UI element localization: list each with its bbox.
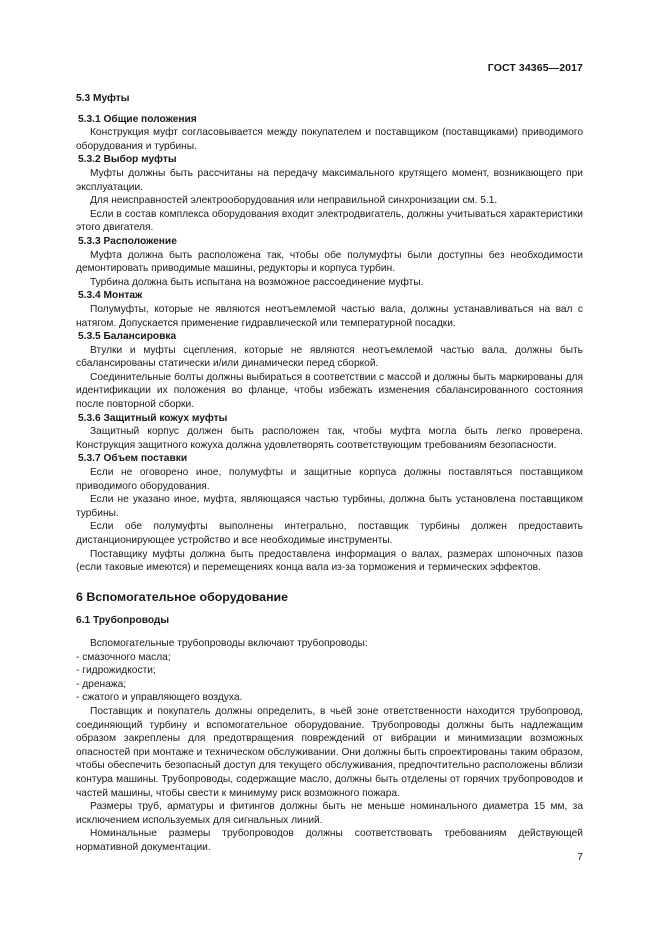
paragraph: Муфта должна быть расположена так, чтобы обе полумуфты были доступны без необходимости демонтировать приводимые машины, редукторы и корпуса турбин. xyxy=(76,249,583,275)
section-heading-5-3-6: 5.3.6 Защитный кожух муфты xyxy=(78,412,228,424)
section-heading-5-3-2: 5.3.2 Выбор муфты xyxy=(78,154,177,166)
paragraph: Для неисправностей электрооборудования или неправильной синхронизации см. 5.1. xyxy=(90,195,498,207)
paragraph: Соединительные болты должны выбираться в соответствии с массой и должны быть маркированы для идентификации их положения во фланце, чтобы избежать изменения сбалансированного состояния после повторной сборки. xyxy=(76,371,583,411)
section-heading-6: 6 Вспомогательное оборудование xyxy=(76,589,289,604)
paragraph: Если в состав комплекса оборудования входит электродвигатель, должны учитываться характеристики этого двигателя. xyxy=(76,208,583,234)
list-item: - сжатого и управляющего воздуха. xyxy=(76,692,243,704)
paragraph: Размеры труб, арматуры и фитингов должны быть не меньше номинального диаметра 15 мм, за исключением используемых для сигнальных линий. xyxy=(76,801,583,826)
list-item: - смазочного масла; xyxy=(76,651,171,663)
paragraph: Если не оговорено иное, полумуфты и защитные корпуса должны поставляться поставщиком приводимого оборудования. xyxy=(76,467,583,492)
paragraph: Полумуфты, которые не являются неотъемлемой частью вала, должны устанавливаться на вал с натягом. Допускается применение гидравлической или температурной посадки. xyxy=(76,303,583,329)
paragraph: Если не указано иное, муфта, являющаяся частью турбины, должна быть установлена поставщиком турбины. xyxy=(76,494,583,519)
document-code: ГОСТ 34365—2017 xyxy=(487,62,583,74)
page-number: 7 xyxy=(577,851,583,863)
section-heading-5-3-4: 5.3.4 Монтаж xyxy=(78,290,143,302)
paragraph: Поставщик и покупатель должны определить, в чьей зоне ответственности находится трубопровод, соединяющий турбину и вспомогательное оборудование. Трубопроводы должны быть надлежащим образом закреплены для предотвращения повреждений от вибрации и минимизации возможных опасностей при монтаже и техническом обслуживании. Они должны быть спроектированы таким образом, чтобы обеспечить безопасный доступ для текущего обслуживания, предпочтительно расположены вблизи контура машины. Трубопроводы, содержащие масло, должны быть отделены от горячих трубопроводов и частей машины, чтобы свести к минимуму риск возможного пожара. xyxy=(76,705,583,799)
paragraph: Защитный корпус должен быть расположен так, чтобы муфта могла быть легко проверена. Конструкция защитного кожуха должна удовлетворять соответствующим требованиям безопасности. xyxy=(76,426,583,451)
section-heading-5-3-5: 5.3.5 Балансировка xyxy=(78,331,177,343)
paragraph: Конструкция муфт согласовывается между покупателем и поставщиком (поставщиками) приводимого оборудования и турбины. xyxy=(76,127,583,152)
section-heading-5-3-1: 5.3.1 Общие положения xyxy=(78,113,197,125)
section-heading-5-3-7: 5.3.7 Объем поставки xyxy=(78,453,188,465)
paragraph: Номинальные размеры трубопроводов должны соответствовать требованиям действующей нормативной документации. xyxy=(76,828,583,853)
section-heading-5-3-3: 5.3.3 Расположение xyxy=(78,235,177,247)
paragraph: Если обе полумуфты выполнены интегрально, поставщик турбины должен предоставить дистанционирующее устройство и все необходимые инструменты. xyxy=(76,521,583,546)
paragraph: Вспомогательные трубопроводы включают трубопроводы: xyxy=(90,637,368,649)
section-heading-6-1: 6.1 Трубопроводы xyxy=(76,615,170,627)
paragraph: Турбина должна быть испытана на возможное рассоединение муфты. xyxy=(90,276,424,288)
section-heading-5-3: 5.3 Муфты xyxy=(76,93,130,104)
paragraph: Поставщику муфты должна быть предоставлена информация о валах, размерах шпоночных пазов (если таковые имеются) и перемещениях конца вала из-за торможения и термических эффектов. xyxy=(76,548,583,574)
list-item: - гидрожидкости; xyxy=(76,665,156,677)
page-body xyxy=(76,92,583,854)
paragraph: Муфты должны быть рассчитаны на передачу максимального крутящего момент, возникающего при эксплуатации. xyxy=(76,167,583,193)
list-item: - дренажа; xyxy=(76,678,127,690)
paragraph: Втулки и муфты сцепления, которые не являются неотъемлемой частью вала, должны быть сбалансированы статически и/или динамически перед сборкой. xyxy=(76,344,583,370)
